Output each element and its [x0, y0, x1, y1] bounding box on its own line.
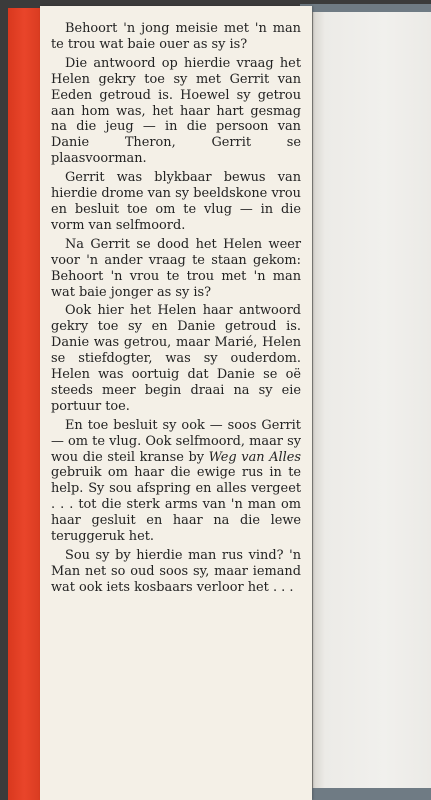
- paragraph-text: Die antwoord op hierdie vraag het Helen gekry toe sy met Gerrit van Eeden getroud is. Hoewel sy getrou aan hom was, het haar hart gesmag na die jeug — in die persoon van Danie Theron, Gerrit se plaasvoorman.: [51, 55, 301, 167]
- paragraph-text: gebruik om haar die ewige rus in te help. Sy sou afspring en alles vergeet . . . tot die sterk arms van 'n man om haar gesluit en haar na die lewe teruggeruk het.: [51, 465, 301, 545]
- blurb-paragraph-5: [51, 303, 301, 414]
- paragraph-text: En toe besluit sy ook — soos Gerrit — om te vlug. Ook selfmoord, maar sy wou die steil kranse by: [51, 417, 301, 465]
- paragraph-text: Behoort 'n jong meisie met 'n man te trou wat baie ouer as sy is?: [51, 21, 301, 52]
- blurb-text: [51, 21, 301, 599]
- blurb-paragraph-6: [51, 418, 301, 545]
- paragraph-text: Gerrit was blykbaar bewus van hierdie drome van sy beeldskone vrou en besluit toe om te vlug — in die vorm van selfmoord.: [51, 170, 301, 233]
- paragraph-text: Na Gerrit se dood het Helen weer voor 'n ander vraag te staan gekom: Behoort 'n vrou te trou met 'n man wat baie jonger as sy is?: [51, 236, 301, 300]
- blurb-paragraph-2: [51, 56, 301, 167]
- blurb-paragraph-1: [51, 21, 301, 53]
- paragraph-text: Ook hier het Helen haar antwoord gekry toe sy en Danie getroud is. Danie was getrou, maar Marié, Helen se stiefdogter, was sy ouderdom. Helen was oortuig dat Danie se oë steeds meer begin draai na sy eie portuur toe.: [51, 303, 301, 414]
- red-spine-strip: [8, 8, 44, 800]
- blurb-paragraph-4: [51, 237, 301, 301]
- paragraph-text: Sou sy by hierdie man rus vind? 'n Man net so oud soos sy, maar iemand wat ook iets kosbaars verloor het . . .: [51, 548, 301, 595]
- book-board-bottom-edge: [300, 788, 431, 800]
- book-page-edge: [312, 12, 431, 790]
- blurb-paragraph-7: [51, 548, 301, 596]
- place-name-italic: Weg van Alles: [208, 449, 301, 465]
- blurb-paragraph-3: [51, 170, 301, 234]
